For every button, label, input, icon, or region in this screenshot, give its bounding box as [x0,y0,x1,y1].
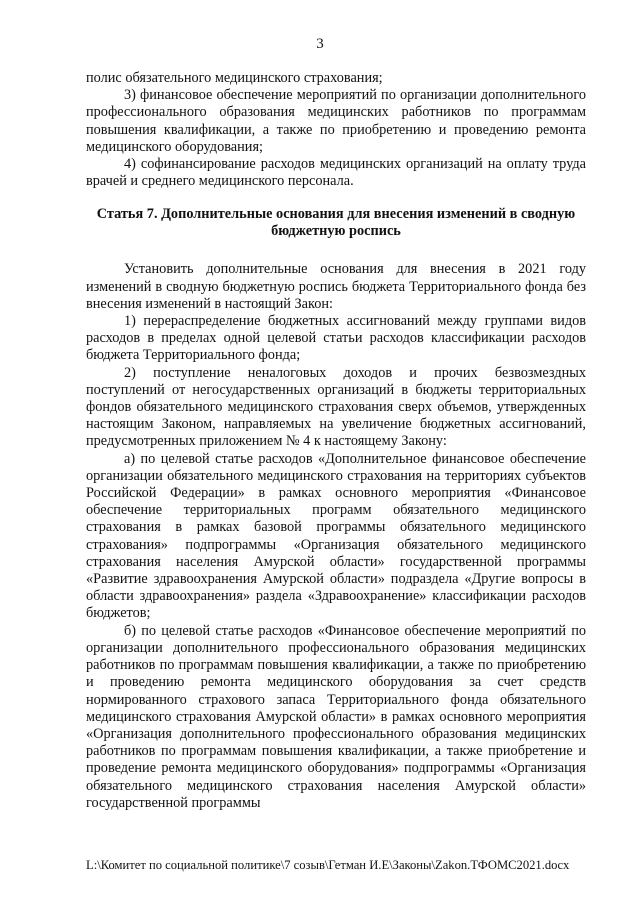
list-item-4: 4) софинансирование расходов медицинских организаций на оплату труда врачей и среднего медицинского персонала. [86,156,586,190]
list-item-b: б) по целевой статье расходов «Финансовое обеспечение мероприятий по организации дополнительного профессионального образования медицинских работников по программам повышения квалификации, а также по приобретению и проведению ремонта медицинского оборудования за счет средств нормированного страхового запаса Территориального фонда обязательного медицинского страхования Амурской области» в рамках основного мероприятия «Организация дополнительного профессионального образования медицинских работников по программам повышения квалификации, а также приобретение и проведение ремонта медицинского оборудования» подпрограммы «Организация обязательного медицинского страхования населения Амурской области» государственной программы [86,622,586,811]
paragraph-intro: Установить дополнительные основания для внесения в 2021 году изменений в сводную бюджетную роспись бюджета Территориального фонда без внесения изменений в настоящий Закон: [86,261,586,312]
footer-file-path: L:\Комитет по социальной политике\7 созыв\Гетман И.Е\Законы\Zakon.ТФОМС2021.docx [86,858,570,872]
page-number: 3 [316,36,324,52]
list-item-3: 3) финансовое обеспечение мероприятий по организации дополнительного профессионального образования медицинских работников по программам повышения квалификации, а также по приобретению и проведению ремонта медицинского оборудования; [86,87,586,155]
document-body [86,70,586,812]
paragraph-top-fragment: полис обязательного медицинского страхования; [86,70,383,86]
list-item-1: 1) перераспределение бюджетных ассигнований между группами видов расходов в пределах одной целевой статьи расходов классификации расходов бюджета Территориального фонда; [86,313,586,364]
list-item-a: а) по целевой статье расходов «Дополнительное финансовое обеспечение организации обязательного медицинского страхования на территориях субъектов Российской Федерации» в рамках основного мероприятия «Финансовое обеспечение территориальных программ обязательного медицинского страхования в рамках базовой программы обязательного медицинского страхования» подпрограммы «Организация обязательного медицинского страхования населения Амурской области» государственной программы «Развитие здравоохранения Амурской области» подраздела «Другие вопросы в области здравоохранения» раздела «Здравоохранение» классификации расходов бюджетов; [86,450,586,622]
article-heading: Статья 7. Дополнительные основания для внесения изменений в сводную бюджетную роспись [96,206,576,239]
list-item-2: 2) поступление неналоговых доходов и прочих безвозмездных поступлений от негосударственных организаций в бюджеты территориальных фондов обязательного медицинского страхования сверх объемов, утвержденных настоящим Законом, направляемых на увеличение бюджетных ассигнований, предусмотренных приложением № 4 к настоящему Закону: [86,364,586,450]
